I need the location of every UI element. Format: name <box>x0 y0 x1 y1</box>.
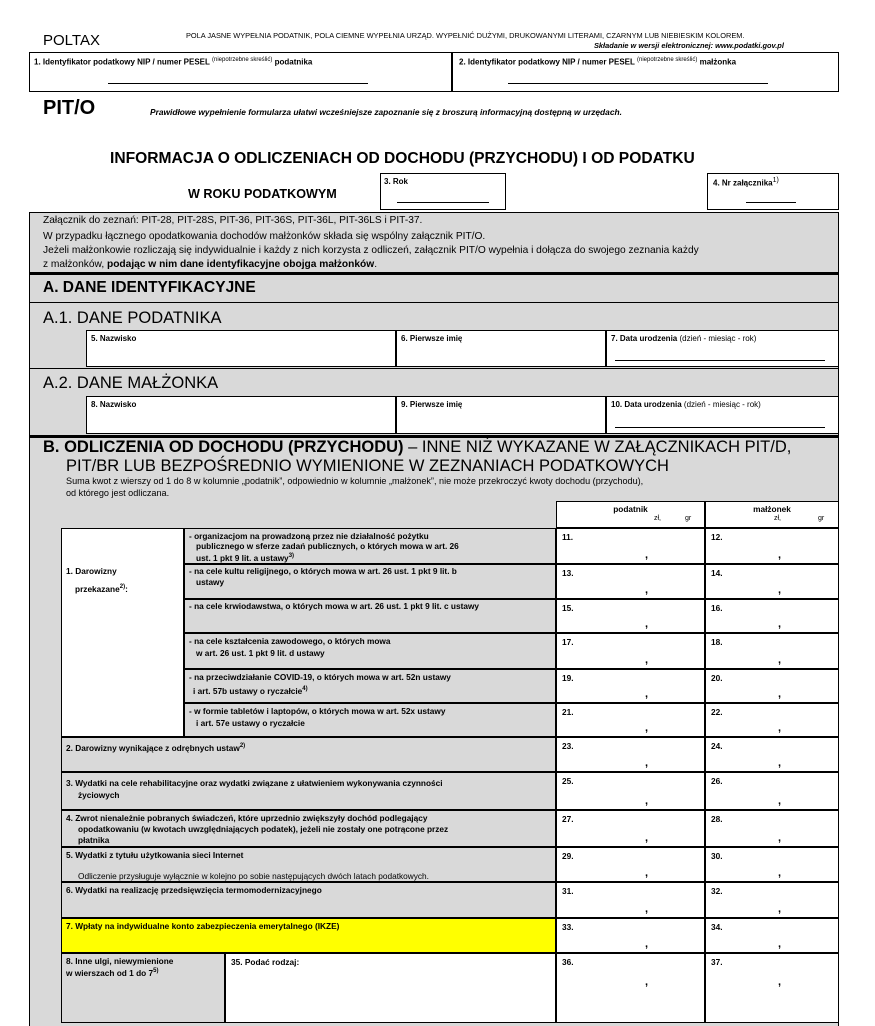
intro-line-3: Jeżeli małżonkowie rozliczają się indywidualnie i każdy z nich korzysta z odliczeń, załącznik PIT/O wypełnia i dołącza do swojego zeznania każdy <box>43 245 699 256</box>
row2-sup: 2) <box>239 743 246 749</box>
decimal-comma: , <box>645 722 649 734</box>
row4-label-l3: płatnika <box>78 835 110 845</box>
row4-label-l1: 4. Zwrot nienależnie pobranych świadczeń, które uprzednio zwiększyły dochód podlegający <box>66 813 428 823</box>
field-number: 24. <box>711 741 723 751</box>
spouse-id-field[interactable] <box>452 52 839 92</box>
form-code: PIT/O <box>43 97 96 119</box>
amount-spouse-refund[interactable] <box>705 810 839 847</box>
taxpayer-surname-label: 5. Nazwisko <box>91 334 137 343</box>
sub-row-vocational-l1: - na cele kształcenia zawodowego, o których mowa <box>189 636 391 646</box>
decimal-comma: , <box>645 795 649 807</box>
taxpayer-id-label: 1. Identyfikator podatkowy NIP / numer PESEL <box>34 57 210 67</box>
row8-label-l2 <box>66 966 159 978</box>
field-number: 12. <box>711 532 723 542</box>
amount-taxpayer-religious[interactable] <box>556 564 705 599</box>
other-relief-type-label: 35. Podać rodzaj: <box>231 957 300 967</box>
row1-label: 1. Darowizny <box>66 566 117 576</box>
amount-spouse-covid[interactable] <box>705 669 839 703</box>
row5-note: Odliczenie przysługuje wyłącznie w kolejno po sobie następujących dwóch latach podatkowych. <box>78 871 429 881</box>
gr-label: gr <box>818 515 825 522</box>
taxpayer-firstname-label: 6. Pierwsze imię <box>401 334 463 343</box>
amount-spouse-rehabilitation[interactable] <box>705 772 839 810</box>
row1-label-line2 <box>75 582 128 594</box>
decimal-comma: , <box>645 618 649 630</box>
taxpayer-surname-field[interactable] <box>86 330 396 367</box>
intro-line-1: Załącznik do zeznań: PIT-28, PIT-28S, PIT-36, PIT-36S, PIT-36L, PIT-36LS i PIT-37. <box>43 215 423 226</box>
sub1-sup: 3) <box>288 553 295 559</box>
field-number: 32. <box>711 886 723 896</box>
decimal-comma: , <box>778 757 782 769</box>
field-number: 17. <box>562 637 574 647</box>
decimal-comma: , <box>778 795 782 807</box>
amount-spouse-blood-donation[interactable] <box>705 599 839 633</box>
intro-line-4c: . <box>374 259 378 270</box>
form-title: INFORMACJA O ODLICZENIACH OD DOCHODU (PRZYCHODU) I OD PODATKU <box>110 150 695 167</box>
amount-taxpayer-blood-donation[interactable] <box>556 599 705 633</box>
row1-group <box>61 528 184 737</box>
row7-label: 7. Wpłaty na indywidualne konto zabezpieczenia emerytalnego (IKZE) <box>66 921 340 931</box>
column-header-spouse-label: małżonek <box>753 504 791 514</box>
sub1c: ust. 1 pkt 9 lit. a ustawy <box>196 552 289 563</box>
amount-spouse-internet[interactable] <box>705 847 839 882</box>
field-number: 18. <box>711 637 723 647</box>
sub-row-tablets-l2: i art. 57e ustawy o ryczałcie <box>196 718 305 728</box>
year-field[interactable] <box>380 173 506 210</box>
amount-taxpayer-other[interactable] <box>556 953 705 1023</box>
form-note: Prawidłowe wypełnienie formularza ułatwi wcześniejsze zapoznanie się z broszurą informacyjną dostępną w urzędach. <box>150 107 622 117</box>
poltax-label: POLTAX <box>43 32 100 49</box>
decimal-comma: , <box>778 722 782 734</box>
decimal-comma: , <box>778 549 782 561</box>
sub-row-covid-l2 <box>193 684 308 696</box>
amount-taxpayer-internet[interactable] <box>556 847 705 882</box>
field-number: 33. <box>562 922 574 932</box>
section-a2-title: A.2. DANE MAŁŻONKA <box>43 374 219 392</box>
sub-row-religious-l2: ustawy <box>196 577 225 587</box>
taxpayer-id-field[interactable] <box>29 52 452 92</box>
section-b-title <box>43 438 791 457</box>
field-number: 13. <box>562 568 574 578</box>
field-number: 14. <box>711 568 723 578</box>
field-number: 28. <box>711 814 723 824</box>
zl-label: zł, <box>654 515 661 522</box>
taxpayer-birthdate-label: 7. Data urodzenia <box>611 334 678 343</box>
decimal-comma: , <box>778 584 782 596</box>
spouse-birthdate-note: (dzień - miesiąc - rok) <box>683 400 761 409</box>
field-number: 37. <box>711 957 723 967</box>
intro-line-2: W przypadku łącznego opodatkowania dochodów małżonków składa się wspólny załącznik PIT/O. <box>43 231 486 242</box>
decimal-comma: , <box>778 976 782 988</box>
sub-row-covid-l1: - na przeciwdziałanie COVID-19, o których mowa w art. 52n ustawy <box>189 672 451 682</box>
sub-row-public-benefit-l3 <box>196 551 294 563</box>
intro-line-4 <box>43 259 377 270</box>
column-header-taxpayer-label: podatnik <box>613 504 648 514</box>
section-a1-title: A.1. DANE PODATNIKA <box>43 309 222 327</box>
decimal-comma: , <box>778 903 782 915</box>
decimal-comma: , <box>645 867 649 879</box>
tax-year-label: W ROKU PODATKOWYM <box>188 187 337 201</box>
zl-label: zł, <box>774 515 781 522</box>
field-number: 30. <box>711 851 723 861</box>
field-number: 31. <box>562 886 574 896</box>
amount-spouse-separate-acts[interactable] <box>705 737 839 772</box>
decimal-comma: , <box>645 976 649 988</box>
spouse-firstname-field[interactable] <box>396 396 606 434</box>
amount-taxpayer-tablets[interactable] <box>556 703 705 737</box>
spouse-firstname-label: 9. Pierwsze imię <box>401 400 463 409</box>
section-b-title-line2: PIT/BR LUB BEZPOŚREDNIO WYMIENIONE W ZEZNANIACH PODATKOWYCH <box>66 457 669 475</box>
amount-taxpayer-separate-acts[interactable] <box>556 737 705 772</box>
amount-spouse-other[interactable] <box>705 953 839 1023</box>
field-number: 16. <box>711 603 723 613</box>
decimal-comma: , <box>645 938 649 950</box>
row8-sup: 5) <box>153 968 159 974</box>
decimal-comma: , <box>645 584 649 596</box>
attachment-number-label: 4. Nr załącznika <box>713 178 773 188</box>
attachment-number-sup: 1) <box>772 177 779 184</box>
intro-line-4a: z małżonków, <box>43 259 107 270</box>
field-number: 23. <box>562 741 574 751</box>
amount-taxpayer-covid[interactable] <box>556 669 705 703</box>
decimal-comma: , <box>778 618 782 630</box>
gr-label: gr <box>685 515 692 522</box>
section-b-note-1: Suma kwot z wierszy od 1 do 8 w kolumnie „podatnik”, odpowiednio w kolumnie „małżonek”, nie może przekroczyć kwoty dochodu (przychodu), <box>66 476 644 486</box>
intro-line-4b: podając w nim dane identyfikacyjne obojga małżonków <box>106 259 375 270</box>
decimal-comma: , <box>645 549 649 561</box>
decimal-comma: , <box>778 938 782 950</box>
row3-label-l1: 3. Wydatki na cele rehabilitacyjne oraz wydatki związane z ułatwieniem wykonywania czynności <box>66 778 443 788</box>
decimal-comma: , <box>778 688 782 700</box>
section-a-title: A. DANE IDENTYFIKACYJNE <box>43 279 256 296</box>
field-number: 11. <box>562 532 574 542</box>
amount-spouse-religious[interactable] <box>705 564 839 599</box>
sub5-sup: 4) <box>302 686 308 692</box>
amount-spouse-tablets[interactable] <box>705 703 839 737</box>
row1-sup: 2) <box>119 584 126 590</box>
row8-label-l1: 8. Inne ulgi, niewymienione <box>66 956 174 966</box>
sub-row-vocational-l2: w art. 26 ust. 1 pkt 9 lit. d ustawy <box>196 648 325 658</box>
section-b-note-2: od którego jest odliczana. <box>66 488 170 498</box>
field-number: 25. <box>562 776 574 786</box>
taxpayer-id-note: (niepotrzebne skreślić) <box>211 57 273 63</box>
field-number: 20. <box>711 673 723 683</box>
spouse-id-note: (niepotrzebne skreślić) <box>636 57 698 63</box>
decimal-comma: , <box>778 832 782 844</box>
amount-taxpayer-thermomodernisation[interactable] <box>556 882 705 918</box>
spouse-birthdate-field[interactable] <box>606 396 839 434</box>
spouse-id-suffix: małżonka <box>699 57 737 67</box>
decimal-comma: , <box>778 867 782 879</box>
row8b: w wierszach od 1 do 7 <box>66 967 154 978</box>
spouse-surname-field[interactable] <box>86 396 396 434</box>
header-instruction: POLA JASNE WYPEŁNIA PODATNIK, POLA CIEMNE WYPEŁNIA URZĄD. WYPEŁNIĆ DUŻYMI, DRUKOWANYMI LITERAMI, CZARNYM LUB NIEBIESKIM KOLOREM. <box>186 31 745 40</box>
sub-row-religious-l1: - na cele kultu religijnego, o których mowa w art. 26 ust. 1 pkt 9 lit. b <box>189 566 457 576</box>
field-number: 22. <box>711 707 723 717</box>
amount-spouse-thermomodernisation[interactable] <box>705 882 839 918</box>
sub-row-public-benefit-l2: publicznego w sferze zadań publicznych, o których mowa w art. 26 <box>196 541 459 551</box>
taxpayer-firstname-field[interactable] <box>396 330 606 367</box>
row5-label: 5. Wydatki z tytułu użytkowania sieci Internet <box>66 850 244 860</box>
taxpayer-id-suffix: podatnika <box>274 57 313 67</box>
field-number: 34. <box>711 922 723 932</box>
field-number: 15. <box>562 603 574 613</box>
amount-spouse-public-benefit[interactable] <box>705 528 839 564</box>
amount-taxpayer-rehabilitation[interactable] <box>556 772 705 810</box>
sub-row-tablets-l1: - w formie tabletów i laptopów, o których mowa w art. 52x ustawy <box>189 706 446 716</box>
amount-taxpayer-refund[interactable] <box>556 810 705 847</box>
decimal-comma: , <box>645 757 649 769</box>
amount-taxpayer-public-benefit[interactable] <box>556 528 705 564</box>
sub-row-public-benefit-l1: - organizacjom na prowadzoną przez nie działalność pożytku <box>189 531 429 541</box>
field-number: 36. <box>562 957 574 967</box>
decimal-comma: , <box>645 832 649 844</box>
field-number: 27. <box>562 814 574 824</box>
spouse-id-label: 2. Identyfikator podatkowy NIP / numer PESEL <box>459 57 635 67</box>
decimal-comma: , <box>778 654 782 666</box>
row1-colon: : <box>125 583 128 594</box>
year-label: 3. Rok <box>384 177 409 186</box>
amount-taxpayer-ikze[interactable] <box>556 918 705 953</box>
sub-row-blood-donation-l1: - na cele krwiodawstwa, o których mowa w art. 26 ust. 1 pkt 9 lit. c ustawy <box>189 601 480 611</box>
amount-spouse-ikze[interactable] <box>705 918 839 953</box>
other-relief-type-field[interactable] <box>225 953 556 1023</box>
column-header-taxpayer <box>556 501 705 528</box>
field-number: 19. <box>562 673 574 683</box>
row6-label: 6. Wydatki na realizację przedsięwzięcia termomodernizacyjnego <box>66 885 322 895</box>
row2-text: 2. Darowizny wynikające z odrębnych ustaw <box>66 742 240 753</box>
decimal-comma: , <box>645 688 649 700</box>
decimal-comma: , <box>645 654 649 666</box>
electronic-filing-note: Składanie w wersji elektronicznej: www.podatki.gov.pl <box>594 41 784 50</box>
taxpayer-birthdate-field[interactable] <box>606 330 839 367</box>
amount-spouse-vocational[interactable] <box>705 633 839 669</box>
row4-label-l2: opodatkowaniu (w kwotach uwzględniających podatek), jeżeli nie zostały one potrącone przez <box>78 824 449 834</box>
taxpayer-birthdate-note: (dzień - miesiąc - rok) <box>679 334 757 343</box>
row2-label <box>66 741 245 753</box>
sub5b: i art. 57b ustawy o ryczałcie <box>193 685 303 696</box>
amount-taxpayer-vocational[interactable] <box>556 633 705 669</box>
section-b-title-bold: B. ODLICZENIA OD DOCHODU (PRZYCHODU) <box>43 438 404 456</box>
field-number: 29. <box>562 851 574 861</box>
section-b-title-rest: – INNE NIŻ WYKAZANE W ZAŁĄCZNIKACH PIT/D, <box>403 438 792 456</box>
spouse-surname-label: 8. Nazwisko <box>91 400 137 409</box>
decimal-comma: , <box>645 903 649 915</box>
field-number: 21. <box>562 707 574 717</box>
spouse-birthdate-label: 10. Data urodzenia <box>611 400 682 409</box>
attachment-number-field[interactable] <box>707 173 839 210</box>
row3-label-l2: życiowych <box>78 790 120 800</box>
column-header-spouse <box>705 501 839 528</box>
field-number: 26. <box>711 776 723 786</box>
row1-label2: przekazane <box>75 583 120 594</box>
